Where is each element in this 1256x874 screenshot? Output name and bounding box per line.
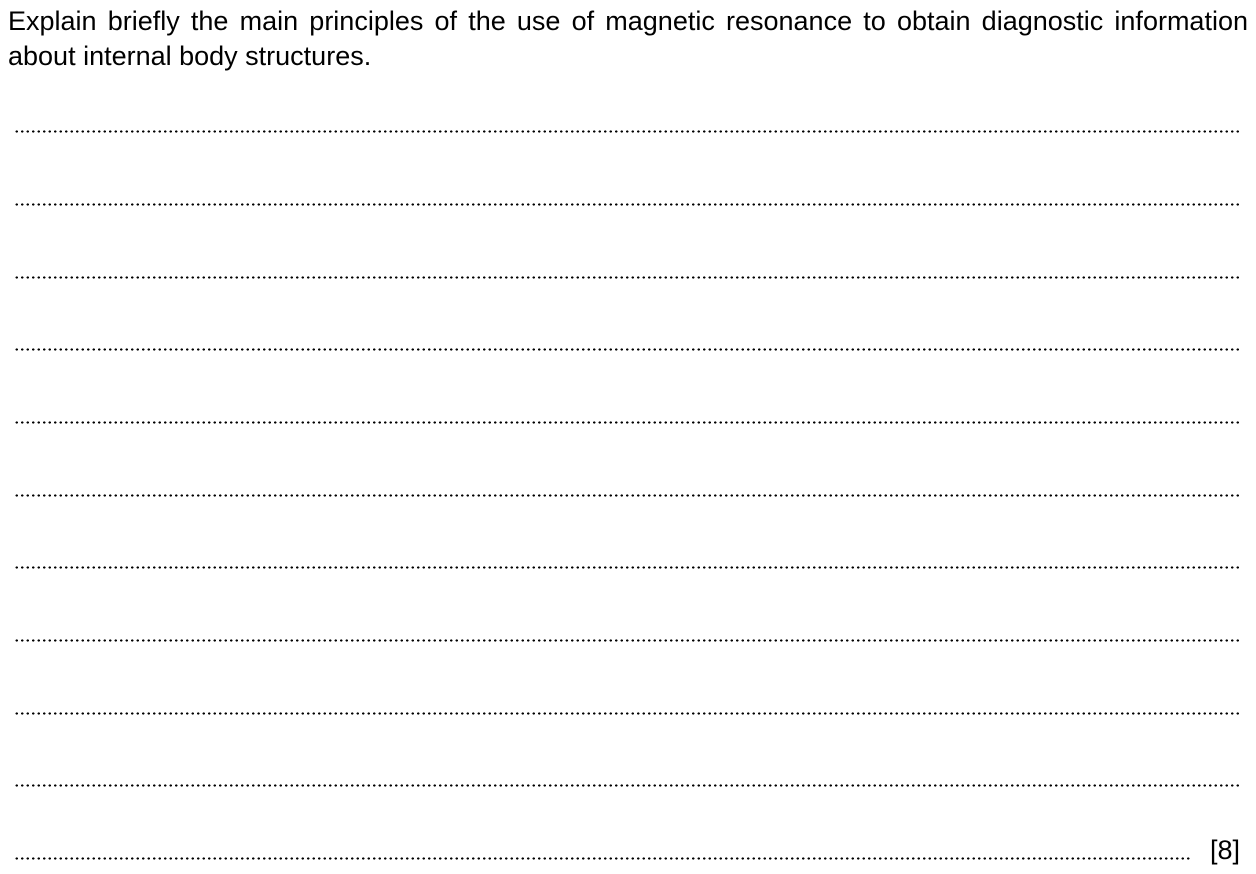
marks-label: [8] — [1210, 835, 1241, 865]
answer-line[interactable] — [14, 348, 1242, 351]
answer-line[interactable] — [14, 857, 1190, 860]
answer-area[interactable] — [14, 0, 1242, 874]
answer-line[interactable] — [14, 639, 1242, 642]
answer-line[interactable] — [14, 276, 1242, 279]
answer-line[interactable] — [14, 712, 1242, 715]
answer-line[interactable] — [14, 494, 1242, 497]
question-text: Explain briefly the main principles of the use of magnetic resonance to obtain diagnostic information about internal body structures. — [8, 6, 1248, 71]
answer-line[interactable] — [14, 566, 1242, 569]
answer-line[interactable] — [14, 203, 1242, 206]
answer-line[interactable] — [14, 421, 1242, 424]
answer-line[interactable] — [14, 784, 1242, 787]
answer-line[interactable] — [14, 130, 1242, 133]
